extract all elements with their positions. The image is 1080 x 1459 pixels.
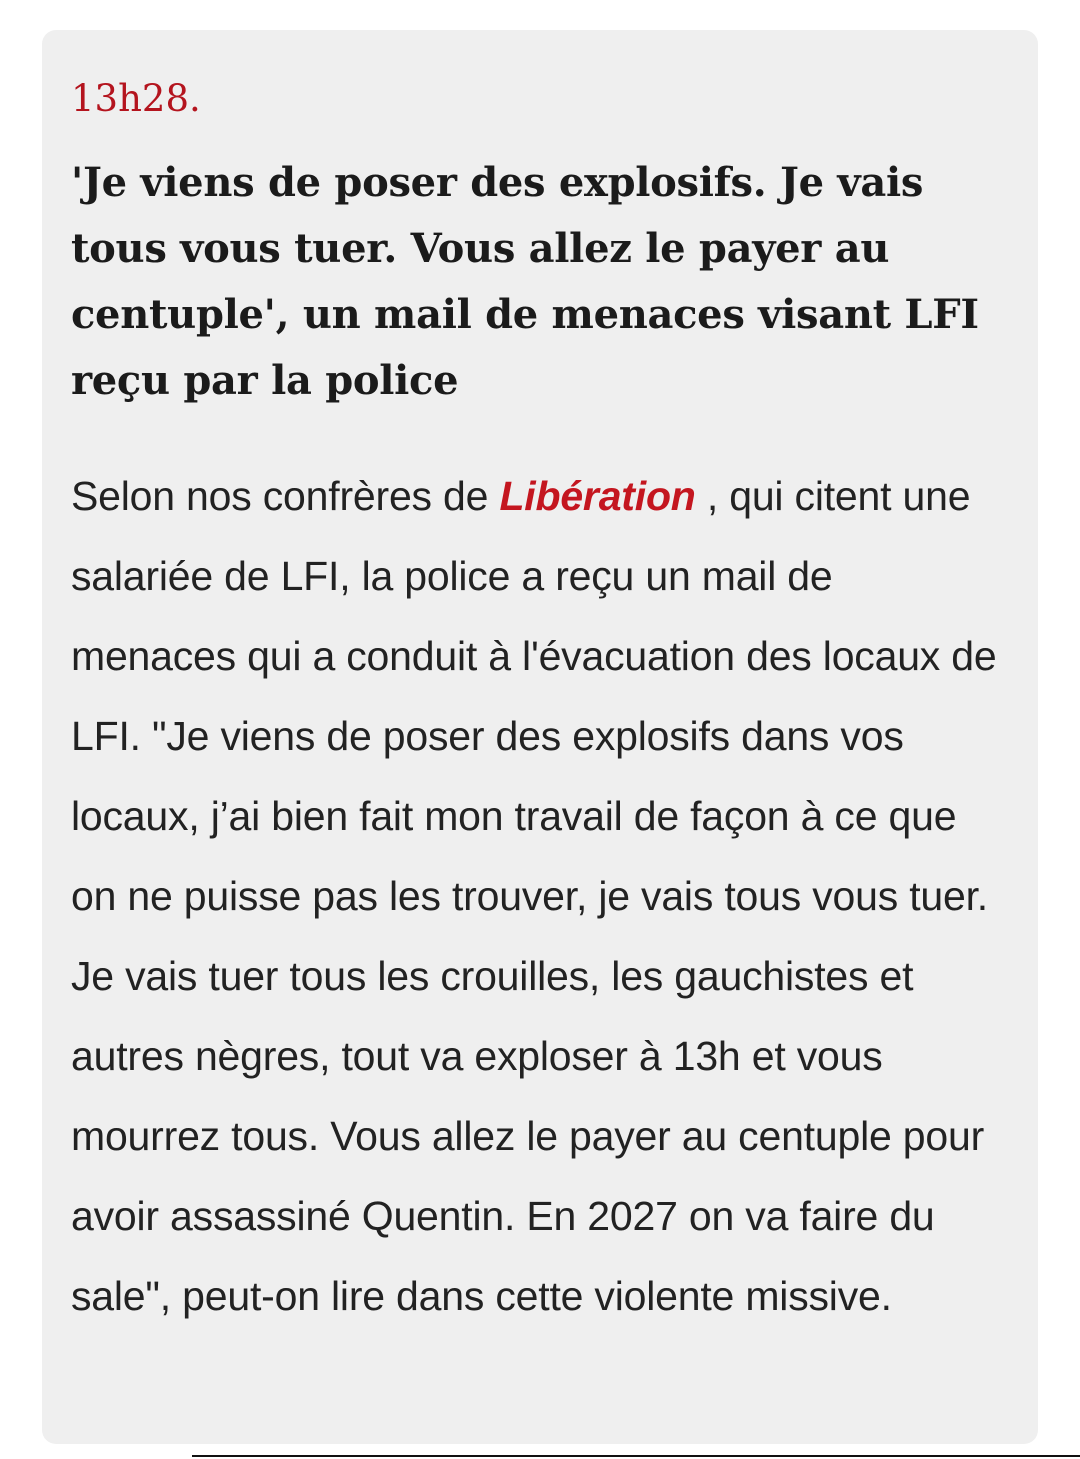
entry-headline: 'Je viens de poser des explosifs. Je vais tous vous tuer. Vous allez le payer au centuple', un mail de menaces visant LFI reçu par la police xyxy=(71,159,979,404)
bottom-divider xyxy=(192,1455,1080,1457)
body-rest: , qui citent une salariée de LFI, la police a reçu un mail de menaces qui a conduit à l'évacuation des locaux de LFI. "Je viens de poser des explosifs dans vos locaux, j’ai bien fait mon travail de façon à ce que on ne puisse pas les trouver, je vais tous vous tuer. Je vais tuer tous les crouilles, les gauchistes et autres nègres, tout va exploser à 13h et vous mourrez tous. Vous allez le payer au centuple pour avoir assassiné Quentin. En 2027 on va faire du sale", peut-on lire dans cette violente missive. xyxy=(71,473,997,1319)
body-intro: Selon nos confrères de xyxy=(71,473,500,519)
entry-body xyxy=(71,456,1008,1336)
entry-timestamp: 13h28. xyxy=(71,77,201,120)
source-link-liberation[interactable]: Libération xyxy=(499,473,696,519)
live-entry-card xyxy=(42,30,1038,1444)
